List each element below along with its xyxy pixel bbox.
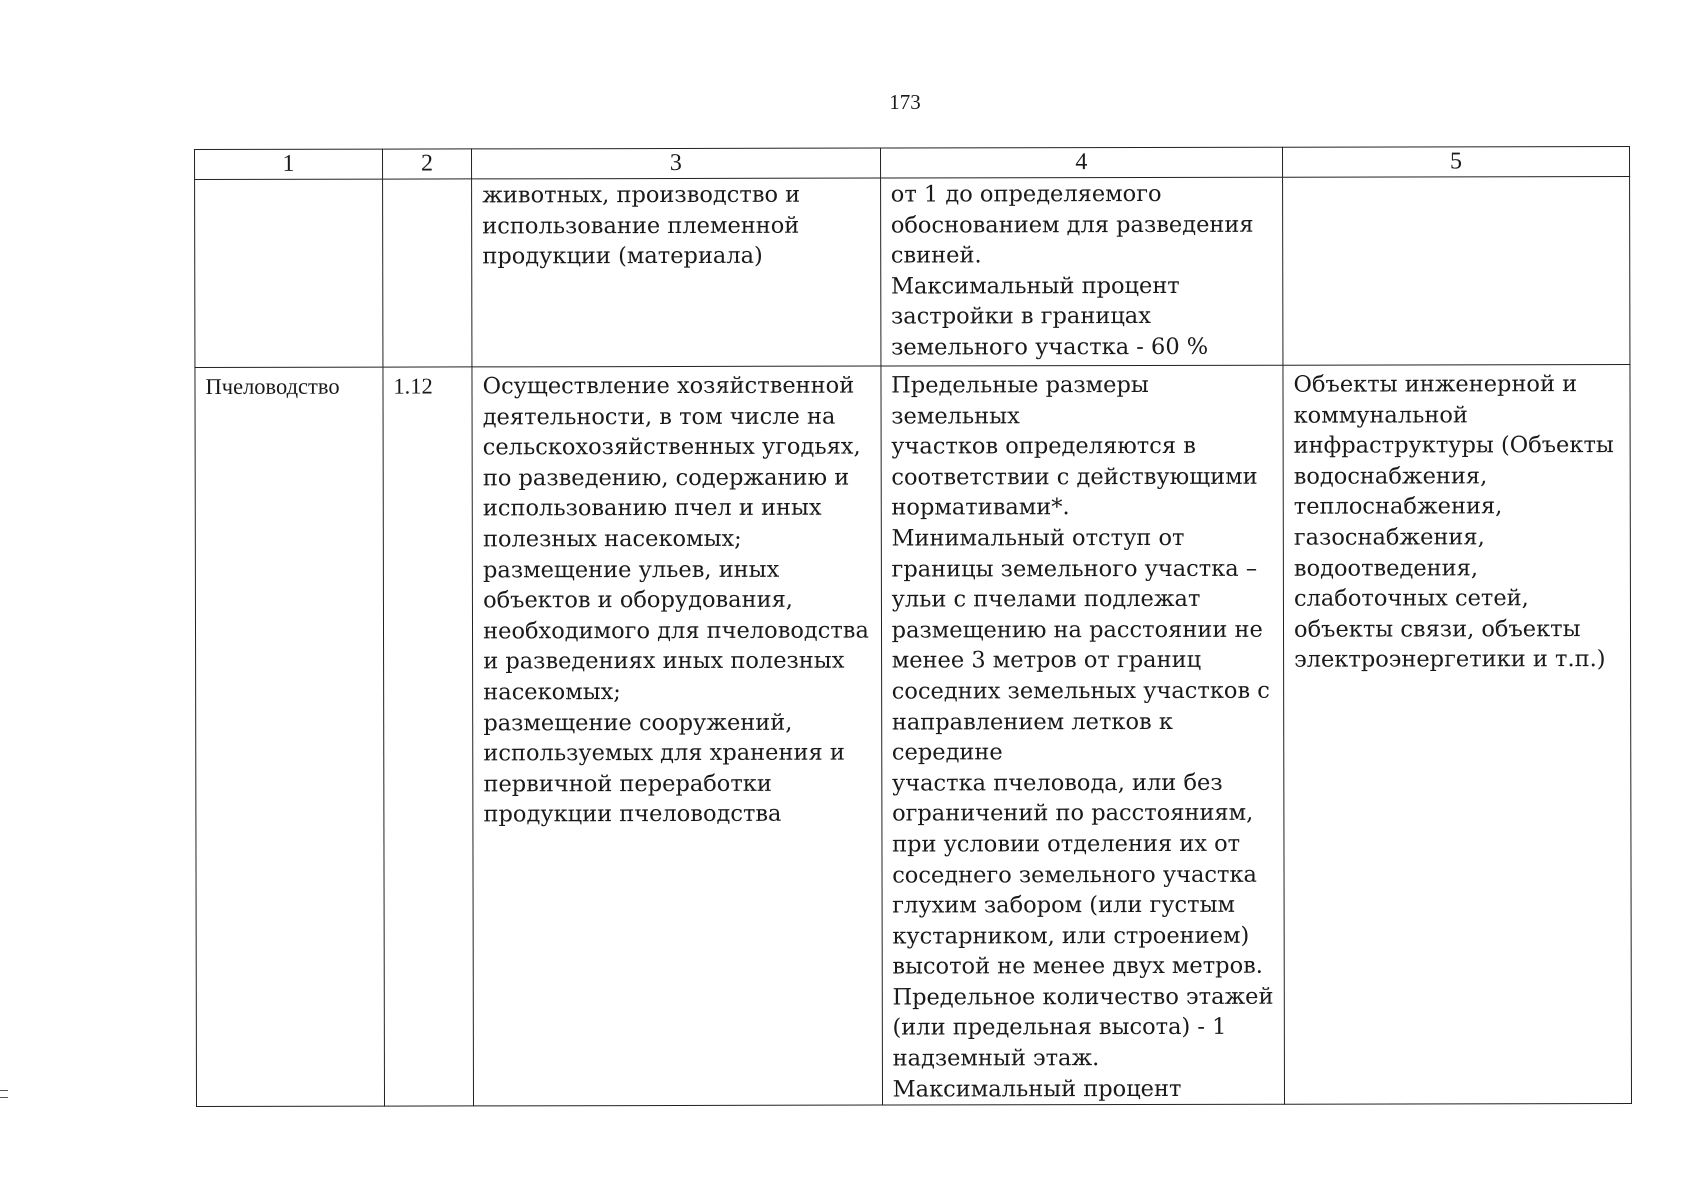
auxiliary-uses-cell: Объекты инженерной и коммунальной инфраструктуры (Объекты водоснабжения, теплоснабжения, газоснабжения, водоотведения, слаботочных сетей, объекты связи, объекты электроэнергетики и т.п.) xyxy=(1283,364,1632,1104)
land-use-code-cell: 1.12 xyxy=(383,367,474,1106)
land-use-type-cell: Пчеловодство xyxy=(195,367,384,1107)
land-use-table xyxy=(194,146,1632,1107)
land-use-type-cell xyxy=(195,179,383,367)
table-row xyxy=(195,364,1632,1106)
page-number: 173 xyxy=(889,90,921,114)
margin-mark xyxy=(0,1090,8,1098)
auxiliary-uses-cell xyxy=(1283,176,1630,365)
parameters-cell: Предельные размеры земельных участков определяются в соответствии с действующими нормативами*. Минимальный отступ от границы земельного участка – ульи с пчелами подлежат размещению на расстоянии не менее 3 метров от границ соседних земельных участков с направлением летков к середине участка пчеловода, или без ограничений по расстояниям, при условии отделения их от соседнего земельного участка глухим забором (или густым кустарником, или строением) высотой не менее двух метров. Предельное количество этажей (или предельная высота) - 1 надземный этаж. Максимальный процент xyxy=(881,365,1285,1105)
column-header-3: 3 xyxy=(472,148,881,179)
parameters-cell: от 1 до определяемого обоснованием для разведения свиней. Максимальный процент застройки в границах земельного участка - 60 % xyxy=(880,177,1283,366)
column-header-5: 5 xyxy=(1283,146,1630,177)
column-header-4: 4 xyxy=(880,147,1282,178)
land-use-code-cell xyxy=(382,179,472,367)
table-row xyxy=(195,176,1630,367)
table-header-row xyxy=(195,146,1630,179)
land-use-description-cell: Осуществление хозяйственной деятельности, в том числе на сельскохозяйственных угодьях, по разведению, содержанию и использованию пчел и иных полезных насекомых; размещение ульев, иных объектов и оборудования, необходимого для пчеловодства и разведениях иных полезных насекомых; размещение сооружений, используемых для хранения и первичной переработки продукции пчеловодства xyxy=(472,366,882,1106)
column-header-1: 1 xyxy=(195,149,383,179)
land-use-description-cell: животных, производство и использование племенной продукции (материала) xyxy=(472,178,881,367)
column-header-2: 2 xyxy=(382,149,471,179)
